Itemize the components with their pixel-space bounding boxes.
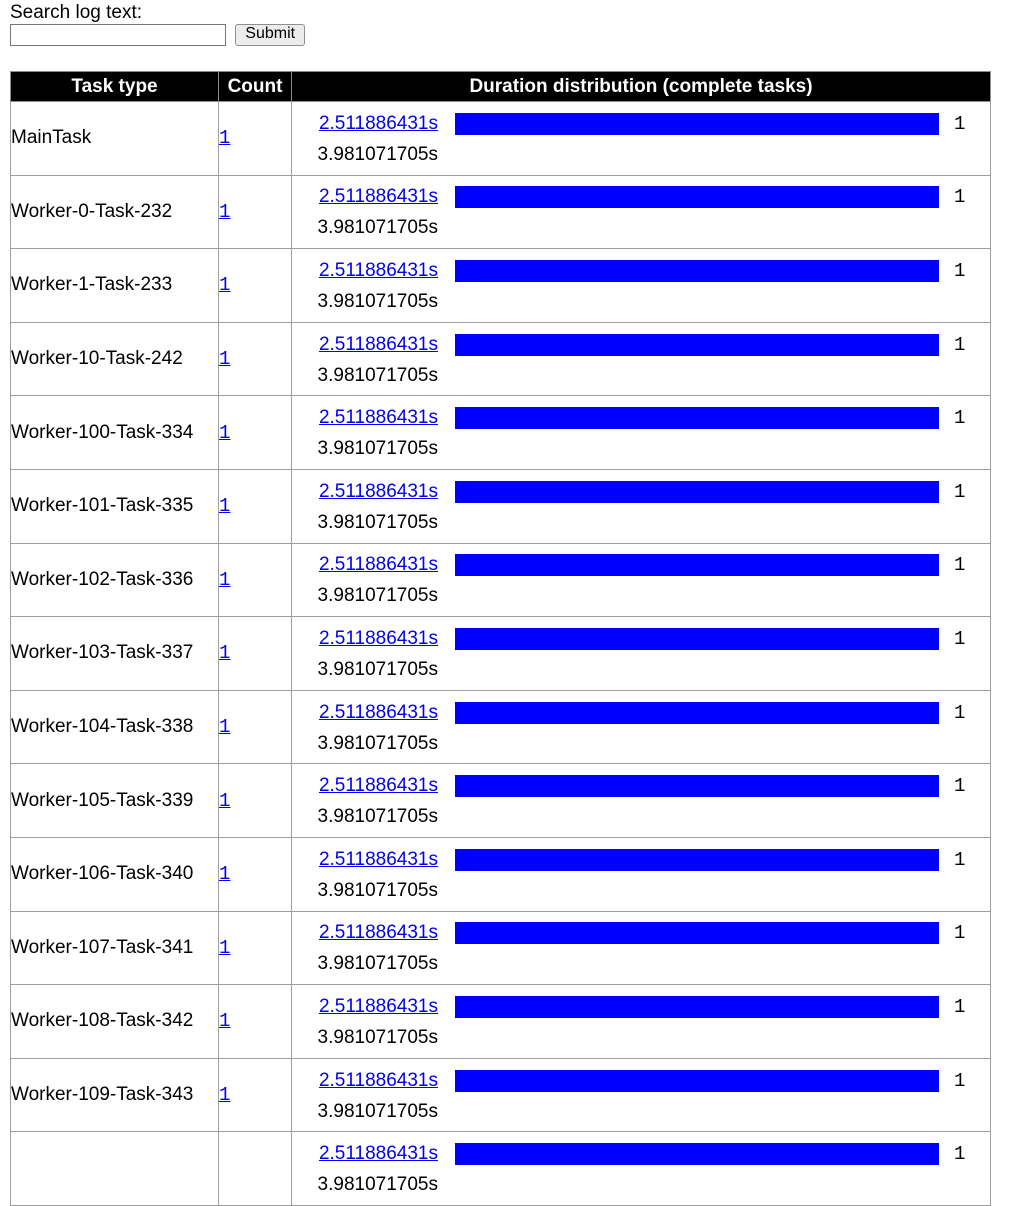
count-cell: [219, 617, 292, 691]
count-link[interactable]: 1: [219, 863, 231, 886]
task-type-cell: [11, 322, 219, 396]
task-type-cell: [11, 764, 219, 838]
count-cell: [219, 764, 292, 838]
bucket-duration-link[interactable]: 2.511886431s: [318, 259, 438, 281]
bucket-count: 1: [954, 1069, 966, 1092]
max-duration-label: 3.981071705s: [317, 143, 438, 165]
histogram-bar: [455, 922, 939, 944]
duration-distribution-cell: [292, 617, 991, 691]
bucket-duration-link[interactable]: 2.511886431s: [318, 1069, 438, 1091]
count-link[interactable]: 1: [219, 127, 231, 150]
max-duration-label: 3.981071705s: [317, 1026, 438, 1048]
header-task-type: Task type: [11, 72, 219, 102]
bucket-count: 1: [954, 259, 966, 282]
max-duration-label: 3.981071705s: [317, 364, 438, 386]
max-duration-label: 3.981071705s: [317, 732, 438, 754]
bucket-duration-link[interactable]: 2.511886431s: [318, 186, 438, 208]
histogram-bar: [455, 407, 939, 429]
task-type-label: Worker-109-Task-343: [11, 1084, 194, 1106]
count-link[interactable]: 1: [219, 789, 231, 812]
bucket-duration-link[interactable]: 2.511886431s: [318, 848, 438, 870]
bucket-count: 1: [954, 627, 966, 650]
duration-histogram: [292, 1068, 990, 1123]
duration-histogram: [292, 184, 990, 239]
count-cell: [219, 837, 292, 911]
task-type-cell: [11, 249, 219, 323]
table-row: [11, 1132, 991, 1206]
table-row: [11, 322, 991, 396]
bucket-duration-link[interactable]: 2.511886431s: [318, 922, 438, 944]
duration-histogram: [292, 994, 990, 1049]
duration-histogram: [292, 111, 990, 166]
task-type-cell: [11, 911, 219, 985]
task-type-cell: [11, 469, 219, 543]
task-type-label: Worker-107-Task-341: [11, 936, 194, 958]
bucket-duration-link[interactable]: 2.511886431s: [318, 480, 438, 502]
bucket-count: 1: [954, 407, 966, 430]
count-cell: [219, 690, 292, 764]
bucket-count: 1: [954, 333, 966, 356]
max-duration-label: 3.981071705s: [317, 953, 438, 975]
header-duration-distribution: Duration distribution (complete tasks): [292, 72, 991, 102]
count-link[interactable]: 1: [219, 568, 231, 591]
duration-histogram: [292, 332, 990, 387]
duration-distribution-cell: [292, 690, 991, 764]
count-link[interactable]: 1: [219, 1010, 231, 1033]
task-type-cell: [11, 102, 219, 176]
duration-distribution-cell: [292, 1058, 991, 1132]
duration-distribution-cell: [292, 837, 991, 911]
table-row: [11, 617, 991, 691]
count-cell: [219, 249, 292, 323]
task-type-label: Worker-104-Task-338: [11, 716, 194, 738]
search-form: [10, 24, 1024, 46]
bucket-duration-link[interactable]: 2.511886431s: [318, 554, 438, 576]
count-link[interactable]: 1: [219, 348, 231, 371]
task-type-cell: [11, 396, 219, 470]
histogram-bar: [455, 481, 939, 503]
bucket-count: 1: [954, 554, 966, 577]
max-duration-label: 3.981071705s: [317, 879, 438, 901]
bucket-count: 1: [954, 995, 966, 1018]
task-type-label: Worker-101-Task-335: [11, 495, 194, 517]
histogram-bar: [455, 334, 939, 356]
task-type-label: Worker-106-Task-340: [11, 863, 194, 885]
task-type-label: Worker-10-Task-242: [11, 348, 183, 370]
histogram-bar: [455, 628, 939, 650]
table-row: [11, 1058, 991, 1132]
duration-histogram: [292, 920, 990, 975]
bucket-count: 1: [954, 848, 966, 871]
max-duration-label: 3.981071705s: [317, 806, 438, 828]
table-row: [11, 543, 991, 617]
histogram-bar: [455, 186, 939, 208]
task-type-label: Worker-1-Task-233: [11, 274, 173, 296]
table-row: [11, 175, 991, 249]
search-label: Search log text:: [10, 2, 143, 23]
count-link[interactable]: 1: [219, 936, 231, 959]
histogram-bar: [455, 702, 939, 724]
tasks-table: [10, 71, 991, 1206]
task-type-label: Worker-108-Task-342: [11, 1010, 194, 1032]
table-row: [11, 249, 991, 323]
duration-histogram: [292, 479, 990, 534]
count-cell: [219, 1058, 292, 1132]
duration-distribution-cell: [292, 911, 991, 985]
submit-button[interactable]: Submit: [235, 24, 305, 46]
task-type-cell: [11, 617, 219, 691]
histogram-bar: [455, 1070, 939, 1092]
table-row: [11, 837, 991, 911]
max-duration-label: 3.981071705s: [317, 1100, 438, 1122]
bucket-duration-link[interactable]: 2.511886431s: [318, 1143, 438, 1165]
table-row: [11, 764, 991, 838]
task-type-label: MainTask: [11, 127, 92, 149]
table-header-row: [11, 72, 991, 102]
count-link[interactable]: 1: [219, 1084, 231, 1107]
count-cell: [219, 985, 292, 1059]
duration-distribution-cell: [292, 985, 991, 1059]
count-cell: [219, 322, 292, 396]
count-cell: [219, 396, 292, 470]
duration-distribution-cell: [292, 469, 991, 543]
task-type-label: Worker-100-Task-334: [11, 421, 194, 443]
bucket-duration-link[interactable]: 2.511886431s: [318, 407, 438, 429]
max-duration-label: 3.981071705s: [317, 658, 438, 680]
duration-distribution-cell: [292, 175, 991, 249]
max-duration-label: 3.981071705s: [317, 1174, 438, 1196]
bucket-count: 1: [954, 701, 966, 724]
task-type-cell: [11, 985, 219, 1059]
table-row: [11, 469, 991, 543]
count-link[interactable]: 1: [219, 495, 231, 518]
bucket-duration-link[interactable]: 2.511886431s: [318, 333, 438, 355]
table-row: [11, 911, 991, 985]
duration-distribution-cell: [292, 543, 991, 617]
bucket-duration-link[interactable]: 2.511886431s: [318, 701, 438, 723]
bucket-duration-link[interactable]: 2.511886431s: [318, 112, 438, 134]
max-duration-label: 3.981071705s: [317, 217, 438, 239]
bucket-duration-link[interactable]: 2.511886431s: [318, 995, 438, 1017]
count-link[interactable]: 1: [219, 716, 231, 739]
bucket-count: 1: [954, 922, 966, 945]
duration-histogram: [292, 405, 990, 460]
histogram-bar: [455, 849, 939, 871]
bucket-count: 1: [954, 775, 966, 798]
bucket-duration-link[interactable]: 2.511886431s: [318, 627, 438, 649]
task-type-label: Worker-105-Task-339: [11, 789, 194, 811]
bucket-duration-link[interactable]: 2.511886431s: [318, 775, 438, 797]
duration-histogram: [292, 700, 990, 755]
duration-distribution-cell: [292, 396, 991, 470]
task-type-cell: [11, 1132, 219, 1206]
table-row: [11, 690, 991, 764]
count-cell: [219, 102, 292, 176]
duration-histogram: [292, 847, 990, 902]
count-cell: [219, 543, 292, 617]
count-link[interactable]: 1: [219, 200, 231, 223]
task-type-cell: [11, 690, 219, 764]
max-duration-label: 3.981071705s: [317, 511, 438, 533]
max-duration-label: 3.981071705s: [317, 438, 438, 460]
bucket-count: 1: [954, 186, 966, 209]
search-input[interactable]: [10, 24, 226, 46]
duration-distribution-cell: [292, 102, 991, 176]
duration-distribution-cell: [292, 322, 991, 396]
duration-histogram: [292, 626, 990, 681]
table-row: [11, 396, 991, 470]
duration-histogram: [292, 773, 990, 828]
count-cell: [219, 175, 292, 249]
duration-distribution-cell: [292, 1132, 991, 1206]
histogram-bar: [455, 775, 939, 797]
count-link[interactable]: 1: [219, 642, 231, 665]
header-count: Count: [219, 72, 292, 102]
duration-distribution-cell: [292, 764, 991, 838]
histogram-bar: [455, 1143, 939, 1165]
task-type-cell: [11, 1058, 219, 1132]
task-type-label: Worker-103-Task-337: [11, 642, 194, 664]
bucket-count: 1: [954, 1143, 966, 1166]
count-cell: [219, 1132, 292, 1206]
duration-histogram: [292, 552, 990, 607]
task-type-cell: [11, 543, 219, 617]
task-type-cell: [11, 837, 219, 911]
bucket-count: 1: [954, 480, 966, 503]
max-duration-label: 3.981071705s: [317, 290, 438, 312]
duration-distribution-cell: [292, 249, 991, 323]
histogram-bar: [455, 996, 939, 1018]
count-link[interactable]: 1: [219, 421, 231, 444]
count-cell: [219, 911, 292, 985]
count-link[interactable]: 1: [219, 274, 231, 297]
histogram-bar: [455, 113, 939, 135]
table-row: [11, 102, 991, 176]
max-duration-label: 3.981071705s: [317, 585, 438, 607]
duration-histogram: [292, 1141, 990, 1196]
task-type-label: Worker-0-Task-232: [11, 200, 173, 222]
histogram-bar: [455, 260, 939, 282]
count-cell: [219, 469, 292, 543]
histogram-bar: [455, 554, 939, 576]
duration-histogram: [292, 258, 990, 313]
table-row: [11, 985, 991, 1059]
task-type-cell: [11, 175, 219, 249]
bucket-count: 1: [954, 112, 966, 135]
task-type-label: Worker-102-Task-336: [11, 568, 194, 590]
